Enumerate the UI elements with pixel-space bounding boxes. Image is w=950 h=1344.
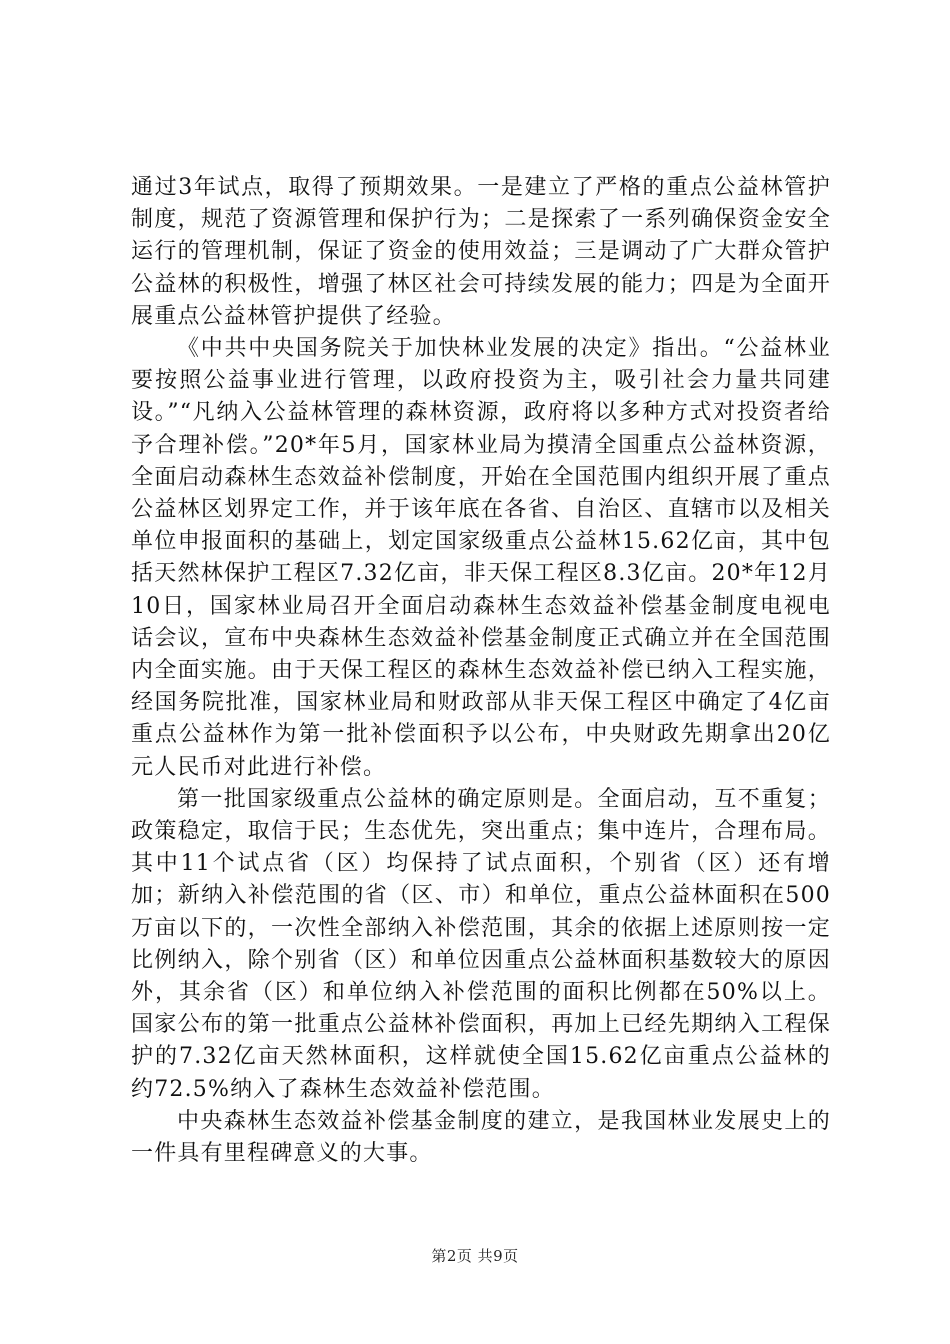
- paragraph-1: 通过3年试点，取得了预期效果。一是建立了严格的重点公益林管护制度，规范了资源管理和保护行为；二是探索了一系列确保资金安全运行的管理机制，保证了资金的使用效益；三是调动了广大群众管护公益林的积极性，增强了林区社会可持续发展的能力；四是为全面开展重点公益林管护提供了经验。: [131, 175, 831, 329]
- paragraph-3: 第一批国家级重点公益林的确定原则是。全面启动，互不重复；政策稳定，取信于民；生态优先，突出重点；集中连片，合理布局。其中11个试点省（区）均保持了试点面积，个别省（区）还有增加；新纳入补偿范围的省（区、市）和单位，重点公益林面积在500万亩以下的，一次性全部纳入补偿范围，其余的依据上述原则按一定比例纳入，除个别省（区）和单位因重点公益林面积基数较大的原因外，其余省（区）和单位纳入补偿范围的面积比例都在50%以上。国家公布的第一批重点公益林补偿面积，再加上已经先期纳入工程保护的7.32亿亩天然林面积，这样就使全国15.62亿亩重点公益林的约72.5%纳入了森林生态效益补偿范围。: [131, 786, 831, 1102]
- document-body: [131, 172, 831, 1170]
- paragraph-4: 中央森林生态效益补偿基金制度的建立，是我国林业发展史上的一件具有里程碑意义的大事。: [131, 1108, 831, 1167]
- page-number-footer: 第2页 共9页: [431, 1247, 519, 1265]
- paragraph-2: 《中共中央国务院关于加快林业发展的决定》指出。“公益林业要按照公益事业进行管理，以政府投资为主，吸引社会力量共同建设。”“凡纳入公益林管理的森林资源，政府将以多种方式对投资者给予合理补偿。”20*年5月，国家林业局为摸清全国重点公益林资源，全面启动森林生态效益补偿制度，开始在全国范围内组织开展了重点公益林区划界定工作，并于该年底在各省、自治区、直辖市以及相关单位申报面积的基础上，划定国家级重点公益林15.62亿亩，其中包括天然林保护工程区7.32亿亩，非天保工程区8.3亿亩。20*年12月10日，国家林业局召开全面启动森林生态效益补偿基金制度电视电话会议，宣布中央森林生态效益补偿基金制度正式确立并在全国范围内全面实施。由于天保工程区的森林生态效益补偿已纳入工程实施，经国务院批准，国家林业局和财政部从非天保工程区中确定了4亿亩重点公益林作为第一批补偿面积予以公布，中央财政先期拿出20亿元人民币对此进行补偿。: [131, 336, 831, 780]
